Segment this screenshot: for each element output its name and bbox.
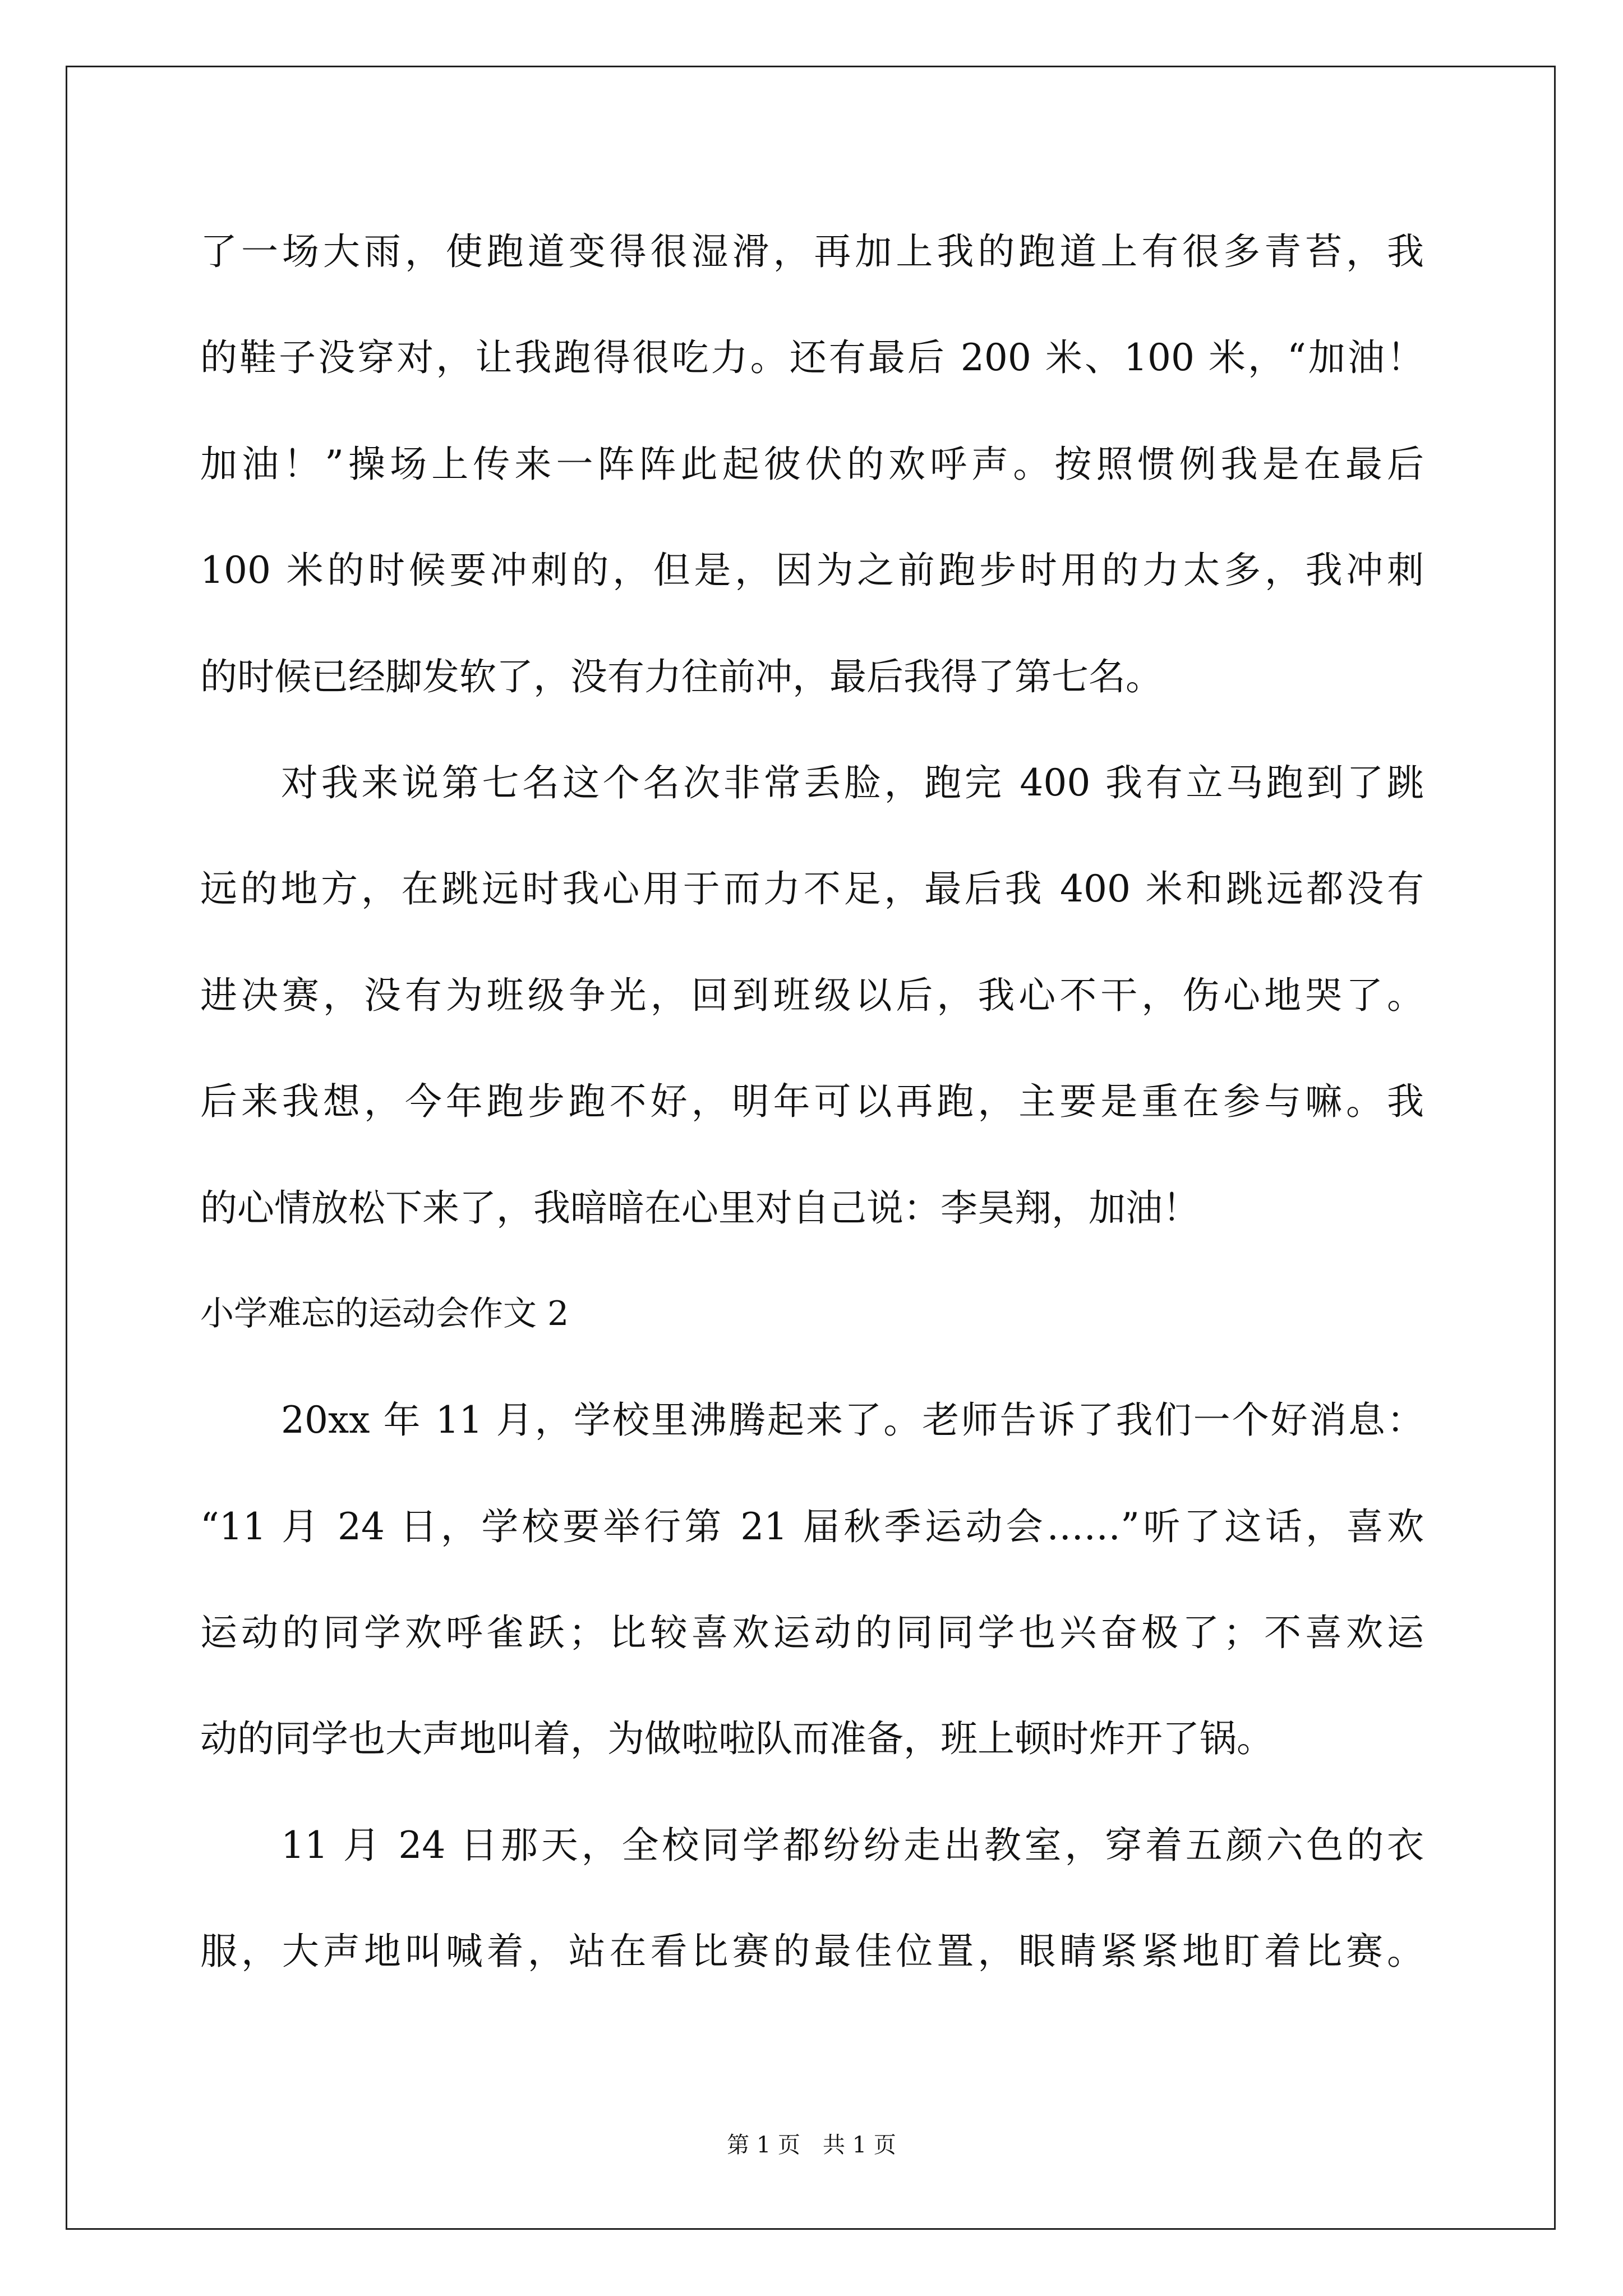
paragraph-1-line-5: 的时候已经脚发软了，没有力往前冲，最后我得了第七名。 (200, 655, 1163, 698)
paragraph-1-line-4: 100 米的时候要冲刺的，但是，因为之前跑步时用的力太多，我冲刺 (200, 549, 1424, 592)
paragraph-4-line-1: 11 月 24 日那天，全校同学都纷纷走出教室，穿着五颜六色的衣 (281, 1823, 1424, 1867)
paragraph-1-line-1: 了一场大雨，使跑道变得很湿滑，再加上我的跑道上有很多青苔，我 (200, 230, 1424, 273)
essay-body (200, 199, 1424, 2005)
paragraph-1-line-2: 的鞋子没穿对，让我跑得很吃力。还有最后 200 米、100 米，“加油！ (200, 336, 1424, 380)
paragraph-4-line-2: 服，大声地叫喊着，站在看比赛的最佳位置，眼睛紧紧地盯着比赛。 (200, 1930, 1424, 1973)
paragraph-3-line-4: 动的同学也大声地叫着，为做啦啦队而准备，班上顿时炸开了锅。 (200, 1717, 1274, 1761)
paragraph-2-line-3: 进决赛，没有为班级争光，回到班级以后，我心不干，伤心地哭了。 (200, 973, 1424, 1017)
paragraph-3-line-1: 20xx 年 11 月，学校里沸腾起来了。老师告诉了我们一个好消息： (281, 1398, 1424, 1442)
paragraph-2-line-1: 对我来说第七名这个名次非常丢脸，跑完 400 我有立马跑到了跳 (281, 761, 1424, 804)
paragraph-3-line-2: “11 月 24 日，学校要举行第 21 届秋季运动会……”听了这话，喜欢 (200, 1504, 1424, 1548)
paragraph-2-line-5: 的心情放松下来了，我暗暗在心里对自己说：李昊翔，加油！ (200, 1186, 1200, 1230)
page-footer: 第 1 页 共 1 页 (727, 2132, 896, 2158)
paragraph-2-line-2: 远的地方，在跳远时我心用于而力不足，最后我 400 米和跳远都没有 (200, 867, 1424, 911)
paragraph-3-line-3: 运动的同学欢呼雀跃；比较喜欢运动的同同学也兴奋极了；不喜欢运 (200, 1611, 1424, 1655)
paragraph-2-line-4: 后来我想，今年跑步跑不好，明年可以再跑，主要是重在参与嘛。我 (200, 1080, 1424, 1124)
paragraph-1-line-3: 加油！”操场上传来一阵阵此起彼伏的欢呼声。按照惯例我是在最后 (200, 442, 1424, 486)
section-title: 小学难忘的运动会作文 2 (200, 1294, 569, 1333)
